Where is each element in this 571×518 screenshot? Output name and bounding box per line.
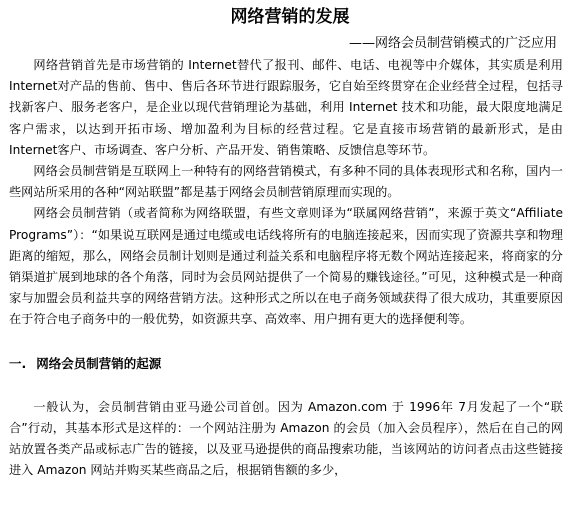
paragraph-membership-model: 网络会员制营销是互联网上一种特有的网络营销模式，有多种不同的具体表现形式和名称，国内一些网站所采用的各种“网站联盟”都是基于网络会员制营销原理而实现的。	[9, 164, 563, 200]
document-subtitle: ——网络会员制营销模式的广泛应用	[348, 36, 557, 51]
document-title: 网络营销的发展	[230, 7, 350, 27]
section-heading	[9, 354, 563, 374]
paragraph-origin: 一般认为，会员制营销由亚马逊公司首创。因为 Amazon.com 于 1996年 7月发起了一个“联合”行动，其基本形式是这样的：一个网站注册为 Amazon 的会员（加入会员程序），然后在自己的网站放置各类产品或标志广告的链接，以及亚马逊提供的商品搜索功能，当该网站的访问者点击这些链接进入 Amazon 网站并购买某些商品之后，根据销售额的多少，	[9, 399, 563, 478]
paragraph-affiliate-definition: 网络会员制营销（或者简称为网络联盟，有些文章则译为“联属网络营销”，来源于英文“Affiliate Programs”）：“如果说互联网是通过电缆或电话线将所有的电脑连接起来，因而实现了资源共享和物理距离的缩短，那么，网络会员制计划则是通过利益关系和电脑程序将无数个网站连接起来，将商家的分销渠道扩展到地球的各个角落，同时为会员网站提供了一个简易的赚钱途径。”可见，这种模式是一种商家与加盟会员利益共享的网络营销方法。这种形式之所以在电子商务领域获得了很大成功，其重要原因在于符合电子商务中的一般优势，如资源共享、高效率、用户拥有更大的选择便利等。	[9, 206, 563, 327]
section-number: 一.	[9, 355, 27, 371]
section-title: 网络会员制营销的起源	[36, 355, 162, 371]
paragraph-intro: 网络营销首先是市场营销的 Internet替代了报刊、邮件、电话、电视等中介媒体，其实质是利用 Internet对产品的售前、售中、售后各环节进行跟踪服务，它自始至终贯穿在企业经营全过程，包括寻找新客户、服务老客户，是企业以现代营销理论为基础，利用 Internet 技术和功能，最大限度地满足客户需求，以达到开拓市场、增加盈利为目标的经营过程。它是直接市场营销的最新形式，是由 Internet客户、市场调查、客户分析、产品开发、销售策略、反馈信息等环节。	[9, 58, 563, 157]
